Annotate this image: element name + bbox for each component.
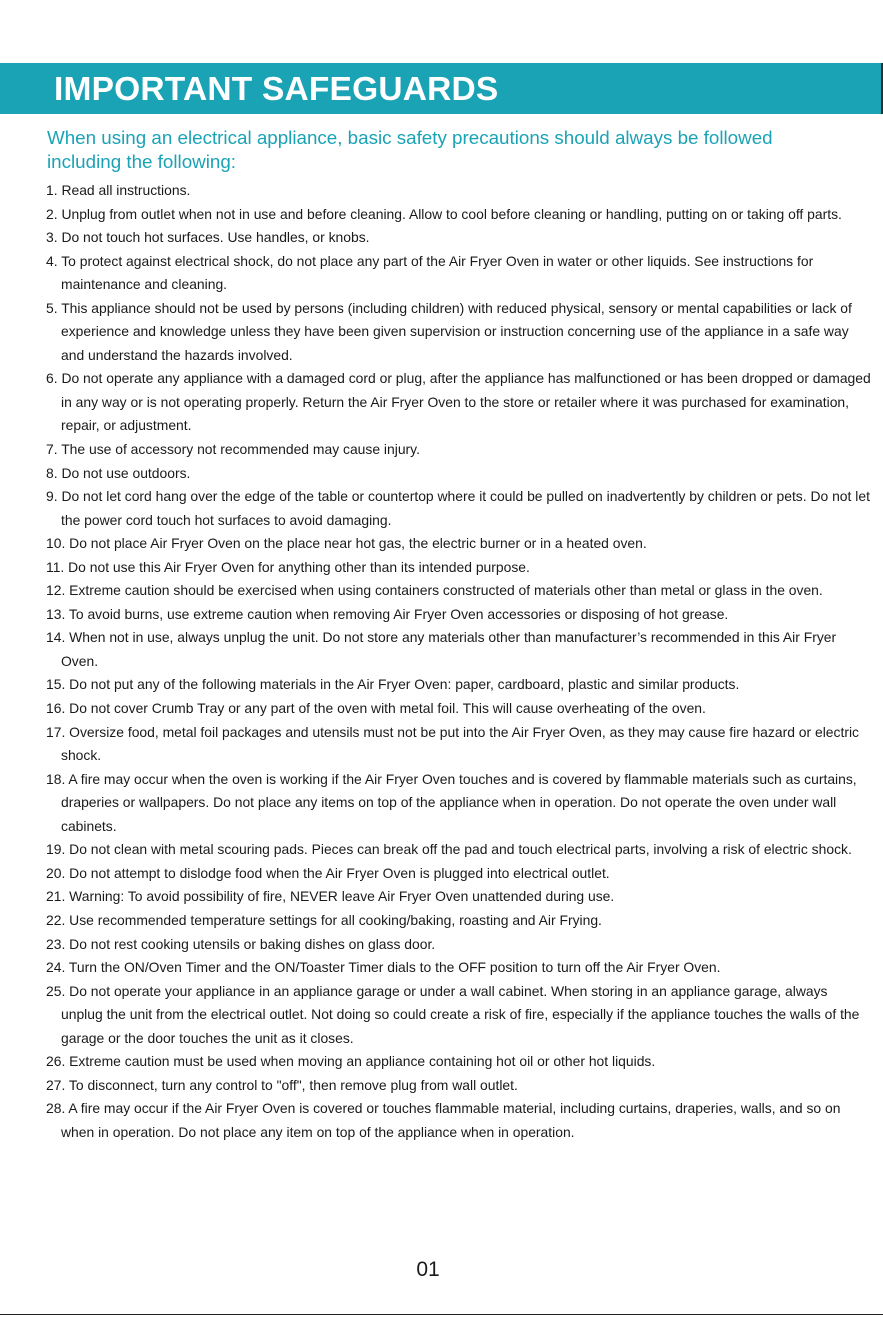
list-item: 7. The use of accessory not recommended may cause injury. [46, 441, 420, 458]
list-item: 16. Do not cover Crumb Tray or any part of the oven with metal foil. This will cause overheating of the oven. [46, 700, 706, 717]
page-number: 01 [416, 1258, 440, 1281]
list-item: 9. Do not let cord hang over the edge of the table or countertop where it could be pulled on inadvertently by children or pets. Do not let the power cord touch hot surfaces to avoid damaging. [46, 488, 870, 528]
list-item: 12. Extreme caution should be exercised when using containers constructed of materials other than metal or glass in the oven. [46, 582, 823, 599]
list-item: 21. Warning: To avoid possibility of fire, NEVER leave Air Fryer Oven unattended during use. [46, 888, 615, 905]
list-item: 22. Use recommended temperature settings for all cooking/baking, roasting and Air Frying. [46, 911, 602, 928]
list-item: 4. To protect against electrical shock, do not place any part of the Air Fryer Oven in water or other liquids. See instructions for maintenance and cleaning. [46, 252, 814, 293]
list-item: 1. Read all instructions. [46, 182, 191, 198]
bottom-rule [0, 1314, 883, 1315]
list-item: 26. Extreme caution must be used when moving an appliance containing hot oil or other hot liquids. [46, 1053, 656, 1070]
list-item: 20. Do not attempt to dislodge food when the Air Fryer Oven is plugged into electrical outlet. [46, 864, 610, 881]
list-item: 15. Do not put any of the following materials in the Air Fryer Oven: paper, cardboard, plastic and similar products. [46, 676, 740, 693]
list-item: 13. To avoid burns, use extreme caution when removing Air Fryer Oven accessories or disposing of hot grease. [46, 605, 729, 622]
list-item: 28. A fire may occur if the Air Fryer Oven is covered or touches flammable material, including curtains, draperies, walls, and so on when in operation. Do not place any item on top of the appliance when in operation. [46, 1100, 841, 1140]
intro-text: When using an electrical appliance, basic safety precautions should always be followed including the following: [47, 127, 773, 172]
safeguards-list [46, 179, 872, 1144]
list-item: 8. Do not use outdoors. [46, 464, 191, 481]
list-item: 10. Do not place Air Fryer Oven on the place near hot gas, the electric burner or in a heated oven. [46, 535, 647, 552]
list-item: 11. Do not use this Air Fryer Oven for anything other than its intended purpose. [46, 558, 530, 575]
list-item: 24. Turn the ON/Oven Timer and the ON/Toaster Timer dials to the OFF position to turn off the Air Fryer Oven. [46, 959, 721, 976]
page-title: IMPORTANT SAFEGUARDS [54, 71, 499, 108]
list-item: 2. Unplug from outlet when not in use and before cleaning. Allow to cool before cleaning or handling, putting on or taking off parts. [46, 205, 842, 222]
list-item: 23. Do not rest cooking utensils or baking dishes on glass door. [46, 935, 436, 952]
list-item: 5. This appliance should not be used by persons (including children) with reduced physical, sensory or mental capabilities or lack of experience and knowledge unless they have been given supervision or instruction concerning use of the appliance in a safe way and understand the hazards involved. [46, 299, 852, 363]
list-item: 3. Do not touch hot surfaces. Use handles, or knobs. [46, 229, 370, 246]
list-item: 19. Do not clean with metal scouring pads. Pieces can break off the pad and touch electrical parts, involving a risk of electric shock. [46, 841, 852, 858]
list-item: 27. To disconnect, turn any control to "off", then remove plug from wall outlet. [46, 1076, 518, 1093]
list-item: 18. A fire may occur when the oven is working if the Air Fryer Oven touches and is covered by flammable materials such as curtains, draperies or wallpapers. Do not place any items on top of the appliance when in operation. Do not operate the oven under wall cabinets. [46, 770, 857, 834]
list-item: 17. Oversize food, metal foil packages and utensils must not be put into the Air Fryer Oven, as they may cause fire hazard or electric shock. [46, 723, 859, 764]
header-band [0, 63, 883, 114]
list-item: 6. Do not operate any appliance with a damaged cord or plug, after the appliance has malfunctioned or has been dropped or damaged in any way or is not operating properly. Return the Air Fryer Oven to the store or retailer where it was purchased for examination, repair, or adjustment. [46, 370, 871, 434]
list-item: 14. When not in use, always unplug the unit. Do not store any materials other than manufacturer’s recommended in this Air Fryer Oven. [46, 629, 837, 669]
list-item: 25. Do not operate your appliance in an appliance garage or under a wall cabinet. When storing in an appliance garage, always unplug the unit from the electrical outlet. Not doing so could create a risk of fire, especially if the appliance touches the walls of the garage or the door touches the unit as it closes. [46, 982, 860, 1046]
